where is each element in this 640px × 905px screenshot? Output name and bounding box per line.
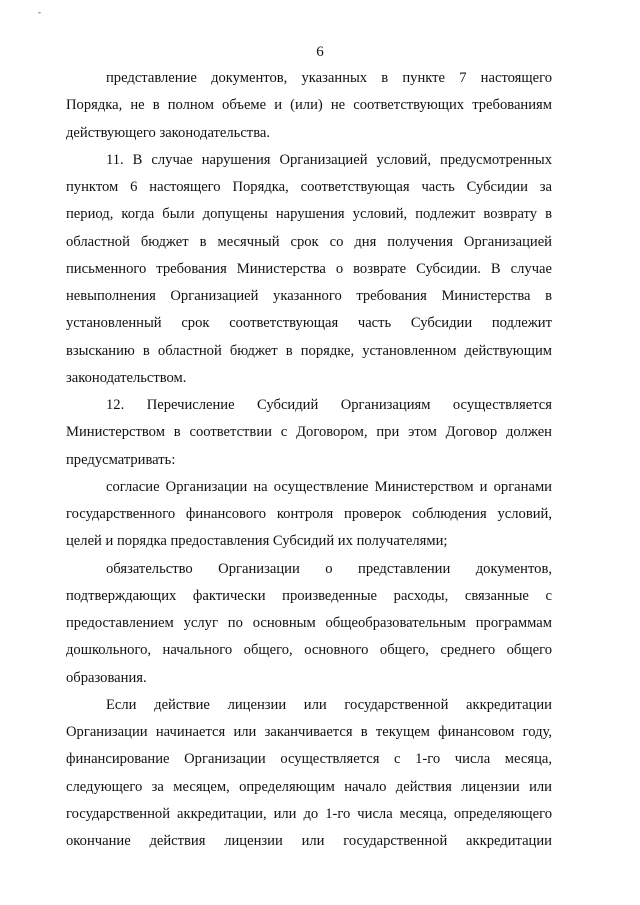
text-line: обязательство Организации о представлении документов, (106, 560, 552, 577)
text-line: невыполнения Организацией указанного требования Министерства в (66, 288, 552, 304)
text-line: установленный срок соответствующая часть Субсидии подлежит (66, 315, 552, 332)
text-line: согласие Организации на осуществление Министерством и органами (106, 478, 552, 495)
text-line: предусматривать: (66, 451, 176, 468)
text-line: действующего законодательства. (66, 124, 271, 141)
text-line: представление документов, указанных в пункте 7 настоящего (106, 70, 552, 86)
text-line: предоставлением услуг по основным общеобразовательным программам (66, 615, 552, 631)
text-line: Министерством в соответствии с Договором, при этом Договор должен (66, 424, 552, 441)
text-line: период, когда были допущены нарушения условий, подлежит возврату в (66, 206, 552, 223)
text-line: образования. (66, 669, 147, 686)
text-line: 12. Перечисление Субсидий Организациям осуществляется (106, 397, 552, 413)
text-line: областной бюджет в месячный срок со дня получения Организацией (66, 233, 552, 250)
text-line: подтверждающих фактически произведенные расходы, связанные с (66, 587, 552, 604)
text-line: Организации начинается или заканчивается в текущем финансовом году, (66, 724, 552, 740)
text-line: дошкольного, начального общего, основного общего, среднего общего (66, 642, 552, 659)
text-line: законодательством. (66, 369, 187, 386)
text-line: целей и порядка предоставления Субсидий их получателями; (66, 533, 448, 550)
document-body (66, 65, 552, 855)
text-line: взысканию в областной бюджет в порядке, установленном действующим (66, 342, 552, 359)
text-line: финансирование Организации осуществляется с 1-го числа месяца, (66, 751, 552, 768)
text-line: государственного финансового контроля проверок соблюдения условий, (66, 506, 552, 522)
page-number: 6 (316, 44, 324, 60)
text-line: 11. В случае нарушения Организацией условий, предусмотренных (106, 151, 552, 168)
text-line: следующего за месяцем, определяющим начало действия лицензии или (66, 778, 552, 795)
text-line: Если действие лицензии или государственной аккредитации (106, 696, 552, 713)
text-line: пунктом 6 настоящего Порядка, соответствующая часть Субсидии за (66, 179, 552, 195)
text-line: письменного требования Министерства о возврате Субсидии. В случае (66, 260, 552, 277)
text-line: Порядка, не в полном объеме и (или) не соответствующих требованиям (66, 97, 552, 114)
corner-mark: - (38, 7, 41, 17)
text-line: окончание действия лицензии или государственной аккредитации (66, 833, 552, 849)
text-line: государственной аккредитации, или до 1-го числа месяца, определяющего (66, 805, 552, 822)
